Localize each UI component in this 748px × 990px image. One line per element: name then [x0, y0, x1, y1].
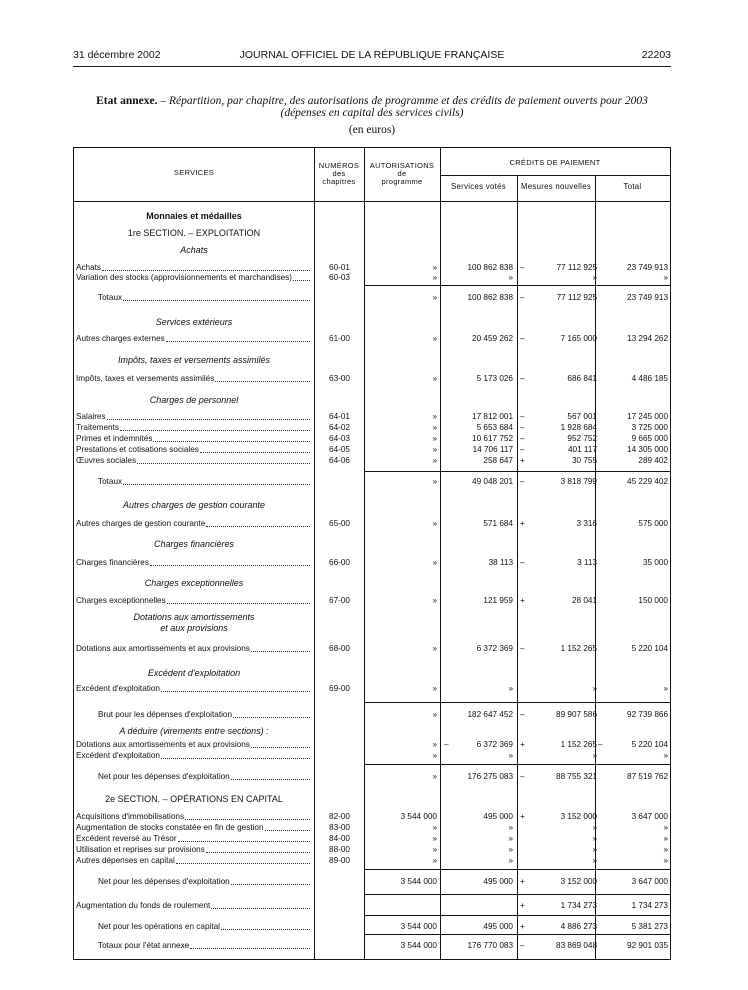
row-mesures-nouvelles: 686 841 [567, 374, 597, 383]
row-label: Charges exceptionnelles [76, 596, 166, 605]
row-mesures-nouvelles: » [592, 751, 597, 760]
row-chapter-number: 61-00 [329, 334, 350, 343]
row-total: » [663, 856, 668, 865]
row-total: » [663, 684, 668, 693]
row-mesures-nouvelles: 1 734 273 [560, 901, 597, 910]
row-label: Charges financières [76, 558, 149, 567]
row-autorisations: » [432, 834, 437, 843]
row-chapter-number: 66-00 [329, 558, 350, 567]
section-caption: Dotations aux amortissements [133, 612, 255, 622]
row-autorisations: » [432, 423, 437, 432]
table-row [74, 709, 670, 720]
row-mesures-nouvelles: 30 755 [571, 456, 597, 465]
row-mesures-sign: – [520, 445, 525, 454]
row-label: Excédent d'exploitation [76, 751, 160, 760]
row-chapter-number: 64-05 [329, 445, 350, 454]
table-row [74, 333, 670, 344]
table-row [74, 444, 670, 455]
row-mesures-sign: – [520, 644, 525, 653]
row-autorisations: » [432, 519, 437, 528]
row-mesures-sign: – [520, 374, 525, 383]
row-autorisations: » [432, 710, 437, 719]
row-mesures-nouvelles: 1 152 265 [560, 644, 597, 653]
unit-label: (en euros) [348, 124, 396, 136]
row-mesures-nouvelles: 567 001 [567, 412, 597, 421]
table-row [74, 433, 670, 444]
row-label: Totaux [98, 477, 123, 486]
row-total: 23 749 913 [627, 263, 668, 272]
row-total: » [663, 751, 668, 760]
row-autorisations: » [432, 845, 437, 854]
row-mesures-sign: – [520, 334, 525, 343]
row-total: 1 734 273 [631, 901, 668, 910]
row-chapter-number: 64-02 [329, 423, 350, 432]
col-header-autorisations [364, 162, 440, 186]
row-chapter-number: 68-00 [329, 644, 350, 653]
row-mesures-nouvelles: 3 316 [576, 519, 597, 528]
section-caption: Excédent d'exploitation [147, 668, 241, 678]
header-rule-inner [440, 175, 670, 176]
row-services-votes: 10 617 752 [472, 434, 513, 443]
row-autorisations: 3 544 000 [400, 922, 437, 931]
table-row [74, 811, 670, 822]
row-label: Brut pour les dépenses d'exploitation [98, 710, 233, 719]
table-row [74, 921, 670, 932]
row-chapter-number: 84-00 [329, 834, 350, 843]
row-mesures-sign: + [520, 901, 525, 910]
row-services-votes: 6 372 369 [476, 644, 513, 653]
row-mesures-nouvelles: 4 886 273 [560, 922, 597, 931]
section-caption: Charges de personnel [149, 395, 239, 405]
row-mesures-sign: – [520, 710, 525, 719]
row-autorisations: 3 544 000 [400, 812, 437, 821]
row-total: 14 305 000 [627, 445, 668, 454]
dot-leader [166, 333, 310, 342]
section-caption: A déduire (virements entre sections) : [119, 726, 269, 736]
row-services-votes: 17 812 001 [472, 412, 513, 421]
row-services-votes: 100 862 838 [467, 293, 513, 302]
row-mesures-nouvelles: 3 152 000 [560, 812, 597, 821]
dot-leader [176, 855, 310, 864]
row-chapter-number: 65-00 [329, 519, 350, 528]
row-services-votes: 6 372 369 [476, 740, 513, 749]
row-mesures-sign: + [520, 812, 525, 821]
table-row [74, 833, 670, 844]
table-row [74, 455, 670, 466]
row-label: Dotations aux amortissements et aux provisions [76, 740, 250, 749]
row-chapter-number: 67-00 [329, 596, 350, 605]
row-label: Excédent d'exploitation [76, 684, 160, 693]
row-mesures-nouvelles: » [592, 856, 597, 865]
title-line-1: Répartition, par chapitre, des autorisations de programme et des crédits de paiement ouverts pour 2003 [168, 95, 648, 107]
row-mesures-nouvelles: » [592, 823, 597, 832]
row-services-votes: 121 959 [483, 596, 513, 605]
row-label: Traitements [76, 423, 119, 432]
row-services-votes: » [508, 834, 513, 843]
total-rule [364, 285, 670, 286]
dot-leader [161, 750, 310, 759]
table-row [74, 422, 670, 433]
col-header-numeros-line: NUMÉROS [318, 161, 360, 170]
row-mesures-nouvelles: 83 869 048 [556, 941, 597, 950]
row-services-votes: 176 770 083 [467, 941, 513, 950]
total-rule [364, 471, 670, 472]
row-label: Acquisitions d'immobilisations [76, 812, 185, 821]
row-services-votes: 571 684 [483, 519, 513, 528]
header-rule [73, 66, 671, 67]
row-total: 9 665 000 [631, 434, 668, 443]
row-services-votes: 495 000 [483, 812, 513, 821]
dot-leader [265, 822, 310, 831]
row-mesures-nouvelles: 401 117 [568, 445, 597, 454]
table-row [74, 822, 670, 833]
row-mesures-sign: + [520, 922, 525, 931]
row-chapter-number: 63-00 [329, 374, 350, 383]
row-autorisations: » [432, 273, 437, 282]
row-mesures-nouvelles: » [592, 845, 597, 854]
title-bold: Etat annexe. [96, 95, 158, 107]
row-mesures-nouvelles: 1 152 265 [560, 740, 597, 749]
row-total: 3 647 000 [631, 877, 668, 886]
row-mesures-nouvelles: 952 752 [567, 434, 597, 443]
section-caption: 2e SECTION. – OPÉRATIONS EN CAPITAL [105, 794, 283, 804]
row-total: 17 245 000 [627, 412, 668, 421]
row-total: 3 725 000 [631, 423, 668, 432]
dot-leader [231, 876, 310, 885]
row-label: Autres charges externes [76, 334, 165, 343]
row-chapter-number: 64-03 [329, 434, 350, 443]
row-mesures-nouvelles: 3 113 [577, 558, 597, 567]
row-label: Net pour les dépenses d'exploitation [98, 772, 230, 781]
row-autorisations: » [432, 740, 437, 749]
row-mesures-nouvelles: 1 928 684 [560, 423, 597, 432]
table-row [74, 411, 670, 422]
row-autorisations: » [432, 751, 437, 760]
row-chapter-number: 60-03 [329, 273, 350, 282]
row-services-votes: » [508, 751, 513, 760]
col-header-numeros-line: des [332, 169, 346, 178]
row-autorisations: » [432, 412, 437, 421]
row-total: 5 220 104 [631, 644, 668, 653]
budget-table [73, 147, 671, 960]
row-total: 87 519 762 [627, 772, 668, 781]
row-services-votes: 495 000 [483, 922, 513, 931]
table-row [74, 643, 670, 654]
document-title [73, 95, 671, 119]
table-row [74, 476, 670, 487]
row-chapter-number: 82-00 [329, 812, 350, 821]
row-chapter-number: 64-01 [329, 412, 350, 421]
dot-leader [215, 373, 310, 382]
header-date: 31 décembre 2002 [73, 49, 161, 61]
row-total: 35 000 [642, 558, 668, 567]
row-label: Excédent reversé au Trésor [76, 834, 177, 843]
dot-leader [167, 595, 310, 604]
table-row [74, 940, 670, 951]
row-mesures-nouvelles: 89 907 586 [556, 710, 597, 719]
section-caption: et aux provisions [160, 623, 228, 633]
row-mesures-sign: + [520, 740, 525, 749]
dot-leader [231, 771, 310, 780]
row-mesures-sign: – [520, 558, 525, 567]
row-label: Primes et indemnités [76, 434, 153, 443]
col-header-autorisations-line: de [397, 169, 407, 178]
section-caption: 1re SECTION. – EXPLOITATION [127, 228, 261, 238]
row-total: 5 381 273 [631, 922, 668, 931]
table-row [74, 272, 670, 283]
section-caption: Achats [180, 245, 208, 255]
row-total: 92 739 866 [627, 710, 668, 719]
row-services-votes: » [508, 845, 513, 854]
row-mesures-sign: + [520, 596, 525, 605]
row-label: Utilisation et reprises sur provisions [76, 845, 205, 854]
row-autorisations: » [432, 596, 437, 605]
row-mesures-nouvelles: 77 112 925 [556, 293, 597, 302]
row-total: 45 229 402 [627, 477, 668, 486]
row-chapter-number: 88-00 [329, 845, 350, 854]
dot-leader [251, 643, 310, 652]
row-autorisations: » [432, 644, 437, 653]
total-rule [364, 764, 670, 765]
col-header-numeros-line: chapitres [322, 177, 356, 186]
row-label: Augmentation de stocks constatée en fin de gestion [76, 823, 264, 832]
row-mesures-nouvelles: » [592, 834, 597, 843]
header-page-number: 22203 [641, 49, 671, 61]
row-label: Totaux [98, 293, 123, 302]
total-rule [364, 869, 670, 870]
table-row [74, 683, 670, 694]
row-label: Variation des stocks (approvisionnements et marchandises) [76, 273, 293, 282]
row-services-votes: 14 706 117 [472, 445, 513, 454]
table-row [74, 557, 670, 568]
row-mesures-nouvelles: 77 112 925 [556, 263, 597, 272]
table-row [74, 595, 670, 606]
title-dash: – [157, 95, 169, 107]
row-services-votes: 5 653 684 [476, 423, 513, 432]
total-rule [364, 934, 670, 935]
dot-leader [190, 940, 310, 949]
row-mesures-sign: – [520, 263, 525, 272]
row-mesures-sign: – [520, 423, 525, 432]
row-mesures-nouvelles: » [592, 273, 597, 282]
row-total: 13 294 262 [627, 334, 668, 343]
row-autorisations: » [432, 334, 437, 343]
dot-leader [107, 411, 310, 420]
row-autorisations: » [432, 456, 437, 465]
row-services-votes: 182 647 452 [467, 710, 513, 719]
table-row [74, 373, 670, 384]
table-row [74, 855, 670, 866]
dot-leader [233, 709, 310, 718]
dot-leader [123, 292, 310, 301]
row-services-votes: 5 173 026 [476, 374, 513, 383]
row-label: Totaux pour l'état annexe [98, 941, 190, 950]
row-autorisations: » [432, 477, 437, 486]
dot-leader [123, 476, 310, 485]
row-autorisations: » [432, 445, 437, 454]
section-caption: Autres charges de gestion courante [122, 500, 266, 510]
row-services-votes: 38 113 [488, 558, 513, 567]
total-rule [364, 915, 670, 916]
row-label: Autres charges de gestion courante [76, 519, 206, 528]
row-label: Salaires [76, 412, 106, 421]
row-mesures-sign: + [520, 456, 525, 465]
dot-leader [102, 262, 310, 271]
row-autorisations: 3 544 000 [400, 941, 437, 950]
row-autorisations: » [432, 823, 437, 832]
total-rule [364, 894, 670, 895]
row-services-votes: 176 275 083 [467, 772, 513, 781]
row-total: 23 749 913 [627, 293, 668, 302]
row-autorisations: » [432, 684, 437, 693]
table-row [74, 844, 670, 855]
dot-leader [120, 422, 310, 431]
table-row [74, 750, 670, 761]
row-label: Augmentation du fonds de roulement [76, 901, 211, 910]
section-caption: Charges exceptionnelles [144, 578, 244, 588]
table-row [74, 518, 670, 529]
row-total: 575 000 [638, 519, 668, 528]
table-row [74, 876, 670, 887]
row-label: Achats [76, 263, 102, 272]
row-label: Autres dépenses en capital [76, 856, 175, 865]
row-total-sign: – [598, 740, 603, 749]
row-mesures-sign: + [520, 877, 525, 886]
row-services-votes: 100 862 838 [467, 263, 513, 272]
row-services-votes: » [508, 273, 513, 282]
row-total: » [663, 823, 668, 832]
row-mesures-sign: – [520, 412, 525, 421]
col-header-services: SERVICES [173, 168, 215, 177]
row-total: » [663, 834, 668, 843]
row-mesures-nouvelles: 28 041 [571, 596, 597, 605]
row-votes-sign: – [444, 740, 449, 749]
row-mesures-sign: – [520, 434, 525, 443]
dot-leader [150, 557, 310, 566]
row-label: Impôts, taxes et versements assimilés [76, 374, 215, 383]
col-header-autorisations-line: AUTORISATIONS [369, 161, 435, 170]
section-caption: Services extérieurs [155, 317, 233, 327]
row-mesures-nouvelles: 7 165 000 [560, 334, 597, 343]
row-autorisations: » [432, 772, 437, 781]
header-journal-title: JOURNAL OFFICIEL DE LA RÉPUBLIQUE FRANÇAISE [239, 49, 505, 61]
page-header [73, 49, 671, 63]
row-chapter-number: 69-00 [329, 684, 350, 693]
dot-leader [206, 518, 310, 527]
row-mesures-sign: – [520, 941, 525, 950]
row-total: 4 486 185 [631, 374, 668, 383]
row-mesures-nouvelles: » [592, 684, 597, 693]
row-label: Net pour les dépenses d'exploitation [98, 877, 230, 886]
section-caption: Charges financières [153, 539, 235, 549]
total-rule [364, 702, 670, 703]
row-total: 92 901 035 [627, 941, 668, 950]
dot-leader [211, 900, 310, 909]
row-services-votes: 20 459 262 [472, 334, 513, 343]
row-services-votes: 258 647 [483, 456, 513, 465]
dot-leader [221, 921, 310, 930]
col-header-services-votes: Services votés [451, 182, 506, 191]
row-autorisations: » [432, 856, 437, 865]
row-mesures-sign: – [520, 477, 525, 486]
header-bottom-rule [74, 201, 670, 202]
row-label: Œuvres sociales [76, 456, 137, 465]
row-autorisations: 3 544 000 [400, 877, 437, 886]
table-row [74, 292, 670, 303]
row-autorisations: » [432, 293, 437, 302]
section-caption: Impôts, taxes et versements assimilés [117, 355, 271, 365]
dot-leader [206, 844, 310, 853]
dot-leader [137, 455, 310, 464]
row-label: Dotations aux amortissements et aux provisions [76, 644, 250, 653]
row-mesures-nouvelles: 3 152 000 [560, 877, 597, 886]
row-total: 3 647 000 [631, 812, 668, 821]
row-mesures-sign: – [520, 293, 525, 302]
dot-leader [178, 833, 310, 842]
table-row [74, 900, 670, 911]
dot-leader [185, 811, 310, 820]
row-total: 150 000 [638, 596, 668, 605]
row-autorisations: » [432, 558, 437, 567]
row-autorisations: » [432, 263, 437, 272]
dot-leader [153, 433, 310, 442]
row-services-votes: 49 048 201 [472, 477, 513, 486]
row-services-votes: » [508, 684, 513, 693]
dot-leader [293, 272, 310, 281]
row-chapter-number: 89-00 [329, 856, 350, 865]
row-autorisations: » [432, 434, 437, 443]
row-services-votes: 495 000 [483, 877, 513, 886]
col-header-credits: CRÉDITS DE PAIEMENT [509, 158, 601, 167]
row-total: 289 402 [638, 456, 668, 465]
col-header-mesures-nouvelles: Mesures nouvelles [520, 182, 592, 191]
row-label: Net pour les opérations en capital [98, 922, 220, 931]
row-total: » [663, 273, 668, 282]
row-total: 5 220 104 [631, 740, 668, 749]
table-row [74, 739, 670, 750]
row-chapter-number: 64-06 [329, 456, 350, 465]
col-header-numeros [314, 162, 364, 186]
row-mesures-nouvelles: 88 755 321 [556, 772, 597, 781]
col-header-autorisations-line: programme [381, 177, 423, 186]
row-mesures-sign: – [520, 772, 525, 781]
table-row [74, 771, 670, 782]
row-autorisations: » [432, 374, 437, 383]
title-line-2: (dépenses en capital des services civils) [280, 107, 464, 119]
row-chapter-number: 83-00 [329, 823, 350, 832]
section-caption: Monnaies et médailles [146, 211, 242, 221]
dot-leader [200, 444, 310, 453]
row-services-votes: » [508, 856, 513, 865]
row-mesures-sign: + [520, 519, 525, 528]
row-chapter-number: 60-01 [329, 263, 350, 272]
row-label: Prestations et cotisations sociales [76, 445, 199, 454]
col-header-total: Total [623, 182, 642, 191]
dot-leader [161, 683, 310, 692]
row-total: » [663, 845, 668, 854]
row-mesures-nouvelles: 3 818 799 [560, 477, 597, 486]
row-services-votes: » [508, 823, 513, 832]
dot-leader [251, 739, 310, 748]
